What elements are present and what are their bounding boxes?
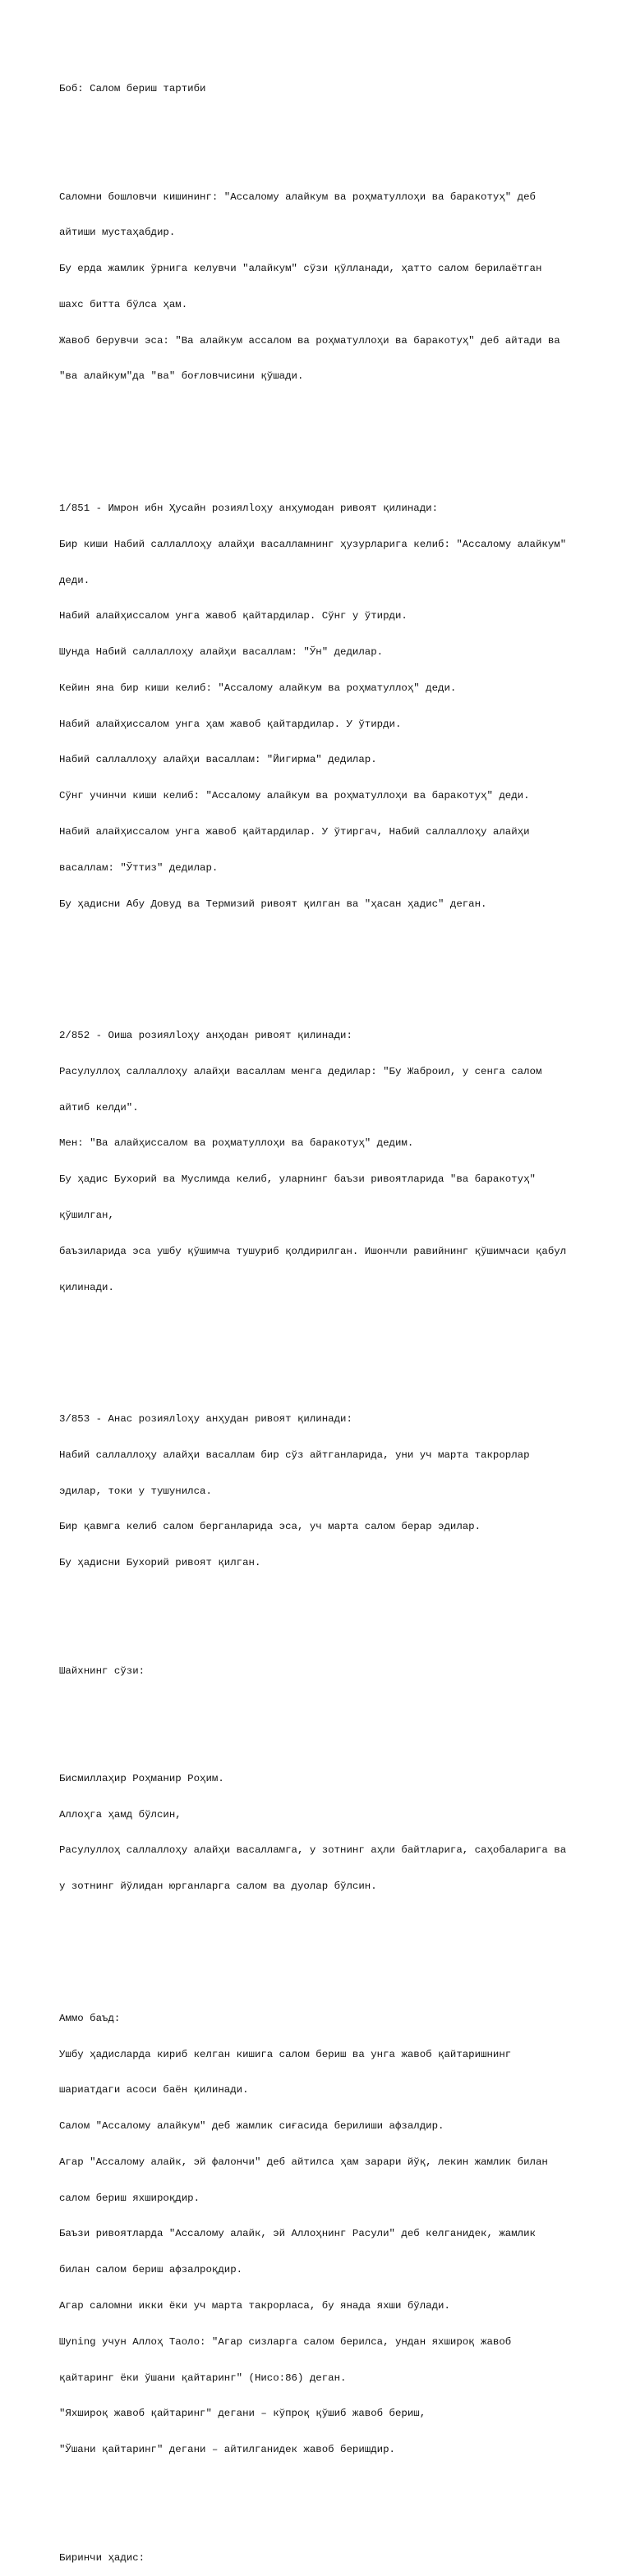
hadith-line: Бир қавмга келиб салом берганларида эса, уч марта салом берар эдилар. bbox=[59, 1521, 481, 1533]
blank-line bbox=[59, 1342, 585, 1354]
blank-line bbox=[59, 119, 585, 131]
body-line: Агар "Ассалому алайк, эй фалончи" деб айтилса ҳам зарари йўқ, лекин жамлик билан bbox=[59, 2156, 548, 2168]
body-line: "Яхшироқ жавоб қайтаринг" дегани – кўпроқ қўшиб жавоб бериш, bbox=[59, 2408, 426, 2420]
hadith-line: Мен: "Ва алайҳиссалом ва роҳматуллоҳи ва баракотуҳ" дедим. bbox=[59, 1137, 414, 1150]
body-line: Аммо баъд: bbox=[59, 2012, 121, 2024]
hadith-line: Набий алайҳиссалом унга жавоб қайтардилар. У ўтиргач, Набий саллаллоҳу алайҳи bbox=[59, 826, 530, 838]
hadith-line: айтиб келди". bbox=[59, 1101, 139, 1114]
blank-line bbox=[59, 1617, 585, 1629]
hadith-line: Бу ҳадисни Бухорий ривоят қилган. bbox=[59, 1557, 261, 1569]
body-paragraph bbox=[59, 1989, 585, 2480]
hadith-line: Шунда Набий саллаллоҳу алайҳи васаллам: "Ўн" дедилар. bbox=[59, 646, 384, 659]
body-line: Агар саломни икки ёки уч марта такрорласа, бу янада яхши бўлади. bbox=[59, 2300, 450, 2312]
document-page bbox=[59, 59, 585, 2576]
blank-line bbox=[59, 958, 585, 971]
hadith-line: деди. bbox=[59, 574, 90, 586]
hadith-line: қўшилган, bbox=[59, 1210, 114, 1221]
intro-line: "ва алайкум"да "ва" боғловчисини қўшади. bbox=[59, 370, 304, 383]
shaykh-heading: Шайхнинг сўзи: bbox=[59, 1665, 145, 1677]
body-line: салом бериш яхшироқдир. bbox=[59, 2192, 200, 2204]
body-line: билан салом бериш афзалроқдир. bbox=[59, 2264, 243, 2276]
intro-paragraph bbox=[59, 167, 585, 406]
hadith-line: Бир киши Набий саллаллоҳу алайҳи васалламнинг ҳузурларига келиб: "Ассалому алайкум" bbox=[59, 538, 567, 550]
hadith-line: Сўнг учинчи киши келиб: "Ассалому алайкум ва роҳматуллоҳи ва баракотуҳ" деди. bbox=[59, 790, 530, 802]
hadith-line: Кейин яна бир киши келиб: "Ассалому алайкум ва роҳматуллоҳ" деди. bbox=[59, 682, 457, 694]
hadith-line: 2/852 - Оиша розиялloҳу анҳодан ривоят қилинади: bbox=[59, 1030, 352, 1042]
hadith-line: қилинади. bbox=[59, 1281, 114, 1293]
hadith-line: васаллам: "Ўттиз" дедилар. bbox=[59, 861, 219, 874]
blank-line bbox=[59, 1940, 585, 1953]
hadith-line: эдилар, токи у тушунилса. bbox=[59, 1485, 212, 1497]
intro-line: Саломни бошловчи кишининг: "Ассалому алайкум ва роҳматуллоҳи ва баракотуҳ" деб bbox=[59, 191, 536, 203]
body-line: Салом "Ассалому алайкум" деб жамлик сиғасида берилиши афзалдир. bbox=[59, 2120, 444, 2133]
hadith-line: Набий алайҳиссалом унга ҳам жавоб қайтардилар. У ўтирди. bbox=[59, 718, 402, 730]
hadith-line: Бу ҳадисни Абу Довуд ва Термизий ривоят қилган ва "ҳасан ҳадис" деган. bbox=[59, 898, 487, 910]
body-line: шариатдаги асоси баён қилинади. bbox=[59, 2084, 249, 2096]
blank-line bbox=[59, 2504, 585, 2516]
basmala-line: Аллоҳга ҳамд бўлсин, bbox=[59, 1808, 182, 1821]
hadith-line: Бу ҳадис Бухорий ва Муслимда келиб, уларнинг баъзи ривоятларида "ва баракотуҳ" bbox=[59, 1173, 536, 1186]
hadith-line: Набий алайҳиссалом унга жавоб қайтардилар. Сўнг у ўтирди. bbox=[59, 610, 408, 622]
body-line: "Ўшани қайтаринг" дегани – айтилганидек жавоб беришдир. bbox=[59, 2444, 395, 2456]
hadith-line: Набий саллаллоҳу алайҳи васаллам бир сўз айтганларида, уни уч марта такрорлар bbox=[59, 1449, 530, 1461]
intro-line: шахс битта бўлса ҳам. bbox=[59, 298, 188, 310]
basmala-line: Расулуллоҳ саллаллоҳу алайҳи васалламга, у зотнинг аҳли байтларига, саҳобаларига ва bbox=[59, 1844, 567, 1857]
body-line: Баъзи ривоятларда "Ассалому алайк, эй Аллоҳнинг Расули" деб келганидек, жамлик bbox=[59, 2228, 536, 2240]
body-line: Ушбу ҳадисларда кириб келган кишига салом бериш ва унга жавоб қайтаришнинг bbox=[59, 2048, 512, 2060]
intro-line: Бу ерда жамлик ўрнига келувчи "алайкум" сўзи қўлланади, ҳатто салом берилаётган bbox=[59, 263, 542, 275]
body-line: Шуning учун Аллоҳ Таоло: "Агар сизларга салом берилса, ундан яхшироқ жавоб bbox=[59, 2335, 512, 2348]
basmala-line: у зотнинг йўлидан юрганларга салом ва дуолар бўлсин. bbox=[59, 1880, 377, 1893]
hadith-1-paragraph bbox=[59, 479, 585, 934]
basmala-line: Бисмиллаҳир Роҳманир Роҳим. bbox=[59, 1772, 224, 1784]
chapter-heading: Боб: Салом бериш тартиби bbox=[59, 83, 206, 95]
hadith-3-paragraph bbox=[59, 1389, 585, 1593]
hadith-line: Набий саллаллоҳу алайҳи васаллам: "Йигирма" дедилар. bbox=[59, 754, 377, 766]
hadith-line: баъзиларида эса ушбу қўшимча тушуриб қолдирилган. Ишончли равийнинг қўшимчаси қабул bbox=[59, 1245, 567, 1257]
hadith-line: Расулуллоҳ саллаллоҳу алайҳи васаллам менга дедилар: "Бу Жаброил, у сенга салом bbox=[59, 1065, 542, 1077]
blank-line bbox=[59, 430, 585, 443]
hadith-line: 3/853 - Анас розиялloҳу анҳудан ривоят қилинади: bbox=[59, 1413, 352, 1426]
hadith-line: 1/851 - Имрон ибн Ҳусайн розиялloҳу анҳумодан ривоят қилинади: bbox=[59, 502, 439, 514]
first-hadith-heading: Биринчи ҳадис: bbox=[59, 2551, 145, 2564]
intro-line: Жавоб берувчи эса: "Ва алайкум ассалом ва роҳматуллоҳи ва баракотуҳ" деб айтади ва bbox=[59, 334, 560, 347]
basmala-paragraph bbox=[59, 1749, 585, 1917]
intro-line: айтиши мустаҳабдир. bbox=[59, 227, 176, 239]
body-line: қайтаринг ёки ўшани қайтаринг" (Нисо:86) деган. bbox=[59, 2372, 347, 2384]
blank-line bbox=[59, 1701, 585, 1713]
hadith-2-paragraph bbox=[59, 1006, 585, 1317]
